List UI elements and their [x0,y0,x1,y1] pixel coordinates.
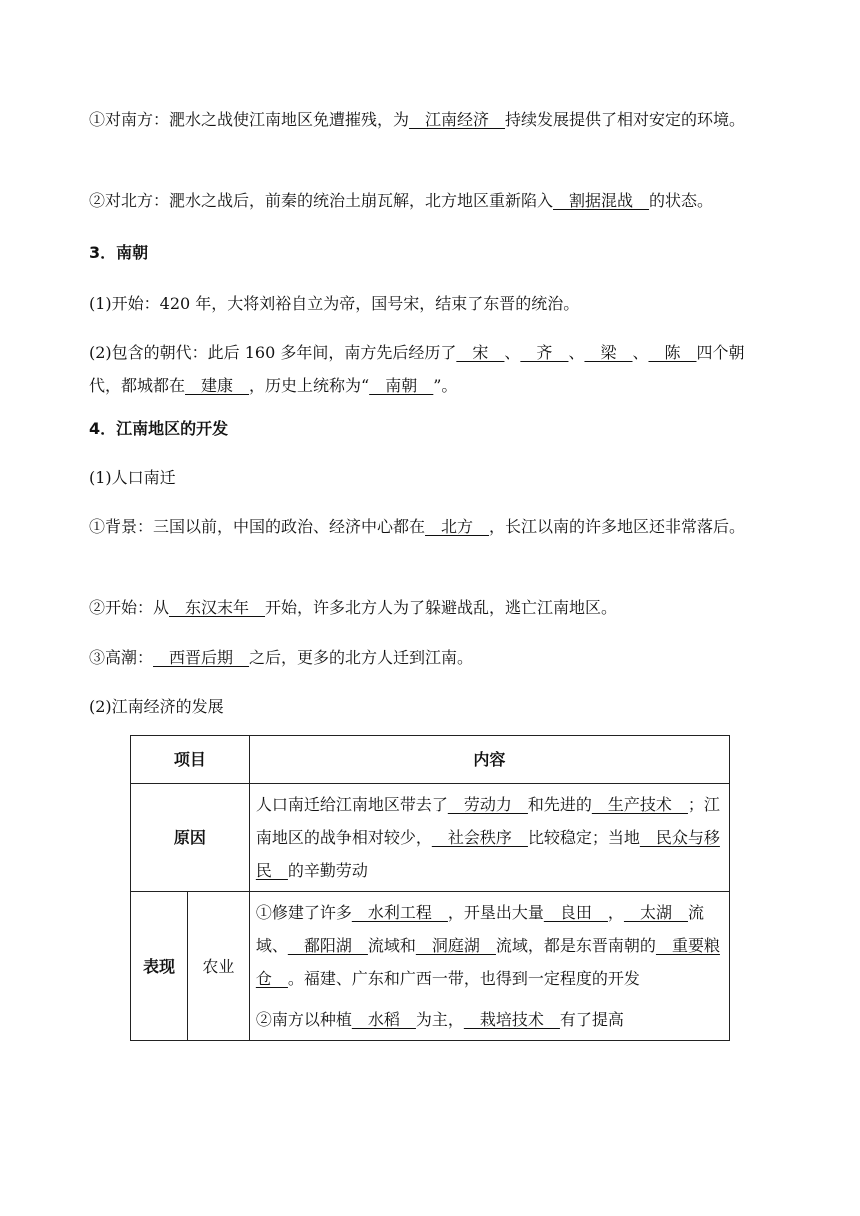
row-sub-agriculture: 农业 [187,892,249,1041]
text: 为主， [415,1010,464,1029]
text: 的辛勤劳动 [287,861,368,880]
answer-blank: __民众与移民__ [255,828,720,880]
answer-blank: __生产技术__ [591,795,688,814]
text: ②对北方：淝水之战后，前秦的统治土崩瓦解，北方地区重新陷入 [89,191,554,210]
answer-blank: __良田__ [543,903,608,922]
row-label-manifestation: 表现 [131,892,188,1041]
text: 和先进的 [527,795,592,814]
text: 流域，都是东晋南朝的 [495,936,656,955]
paragraph-peak [89,641,772,674]
table-header-row [131,736,730,784]
row-label-reason: 原因 [131,784,250,892]
text: ， [607,903,624,922]
paragraph-southern-start: (1)开始：420 年，大将刘裕自立为帝，国号宋，结束了东晋的统治。 [89,294,580,313]
answer-blank: __北方__ [425,517,490,536]
text: ③高潮： [89,648,154,667]
subheading-migration: (1)人口南迁 [89,468,176,487]
answer-blank: __劳动力__ [447,795,528,814]
answer-blank: __齐__ [520,343,569,362]
answer-blank: __太湖__ [623,903,688,922]
separator: 、 [504,343,521,362]
answer-blank: __重要粮仓__ [255,936,720,988]
answer-blank: __江南经济__ [409,110,506,129]
text: 开始，许多北方人为了躲避战乱，逃亡江南地区。 [265,598,618,617]
paragraph-background [89,510,772,543]
row-content-agriculture [249,892,729,1041]
economy-table [130,735,730,1041]
text: (2)包含的朝代：此后 160 多年间，南方先后经历了 [89,343,457,362]
header-content: 内容 [249,736,729,784]
separator: 、 [632,343,649,362]
text: ①修建了许多 [255,903,352,922]
agriculture-point-1 [256,896,723,995]
text: ；江南地区的战争相对较少， [255,795,720,847]
answer-blank: __东汉末年__ [169,598,266,617]
text: 四个朝代，都城都在 [89,343,745,395]
answer-blank: __建康__ [185,376,250,395]
answer-blank: __梁__ [584,343,633,362]
row-content-reason [249,784,729,892]
answer-blank: __水稻__ [351,1010,416,1029]
text: ①背景：三国以前，中国的政治、经济中心都在 [89,517,426,536]
answer-blank: __栽培技术__ [463,1010,560,1029]
text: ，长江以南的许多地区还非常落后。 [489,517,746,536]
section-heading-4: 4．江南地区的开发 [89,419,229,438]
answer-blank: __社会秩序__ [431,828,528,847]
header-item: 项目 [131,736,250,784]
answer-blank: __宋__ [456,343,505,362]
answer-blank: __南朝__ [369,376,434,395]
agriculture-point-2 [256,1003,723,1036]
answer-blank: __鄱阳湖__ [287,936,368,955]
answer-blank: __割据混战__ [553,191,650,210]
answer-blank: __水利工程__ [351,903,448,922]
text: ①对南方：淝水之战使江南地区免遭摧残，为 [89,110,410,129]
text: 有了提高 [559,1010,624,1029]
answer-blank: __洞庭湖__ [415,936,496,955]
answer-blank: __陈__ [648,343,697,362]
text: 之后，更多的北方人迁到江南。 [249,648,474,667]
paragraph-south-effect [89,103,772,136]
text: ，历史上统称为“ [249,376,370,395]
answer-blank: __西晋后期__ [153,648,250,667]
text: ”。 [433,376,458,395]
separator: 、 [568,343,585,362]
text: 的状态。 [649,191,714,210]
text: ，开垦出大量 [447,903,544,922]
text: ②开始：从 [89,598,170,617]
text: 人口南迁给江南地区带去了 [255,795,448,814]
paragraph-beginning [89,591,772,624]
subheading-economy: (2)江南经济的发展 [89,697,224,716]
text: 比较稳定；当地 [527,828,640,847]
text: ②南方以种植 [255,1010,352,1029]
section-heading-3: 3．南朝 [89,243,149,262]
table-row [131,784,730,892]
text: 流域和 [367,936,416,955]
paragraph-north-effect [89,184,772,217]
table-row [131,892,730,1041]
text: 。福建、广东和广西一带，也得到一定程度的开发 [287,969,640,988]
paragraph-dynasties [89,336,772,402]
text: 持续发展提供了相对安定的环境。 [505,110,746,129]
text: 流域、 [255,903,704,955]
